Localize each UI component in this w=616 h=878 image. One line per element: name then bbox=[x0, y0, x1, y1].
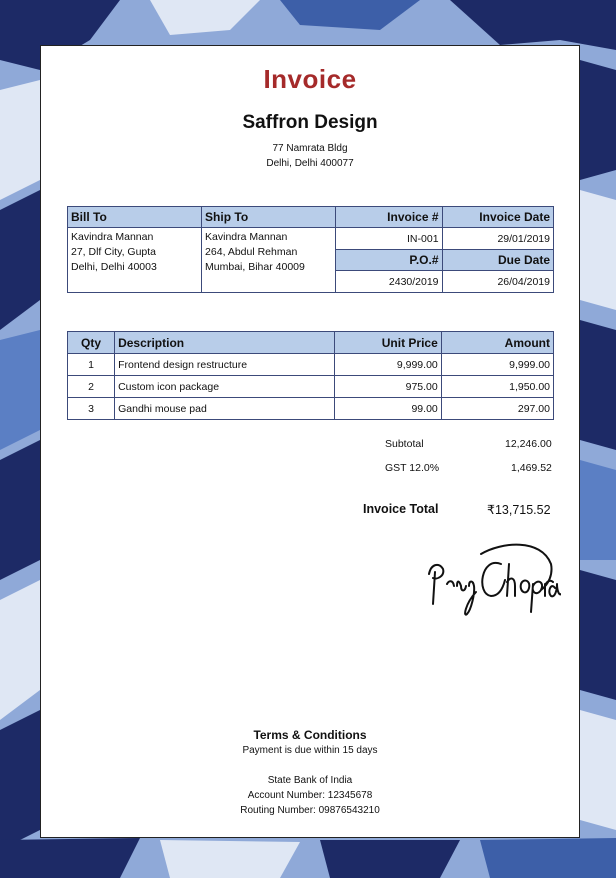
subtotal-value: 12,246.00 bbox=[505, 438, 552, 450]
item-description: Custom icon package bbox=[115, 376, 334, 398]
terms-line: Payment is due within 15 days bbox=[242, 745, 378, 756]
bill-to-line: Delhi, Delhi 40003 bbox=[71, 261, 157, 273]
ship-to-line: Mumbai, Bihar 40009 bbox=[205, 261, 305, 273]
bill-to-line: 27, Dlf City, Gupta bbox=[71, 246, 157, 258]
invoice-no-value: IN-001 bbox=[336, 228, 442, 250]
ship-to-line: 264, Abdul Rehman bbox=[205, 246, 298, 258]
item-unit-price: 975.00 bbox=[334, 376, 441, 398]
item-qty: 1 bbox=[68, 354, 115, 376]
subtotal-label: Subtotal bbox=[385, 438, 424, 450]
item-qty: 2 bbox=[68, 376, 115, 398]
due-date-header: Due Date bbox=[442, 250, 553, 271]
item-qty: 3 bbox=[68, 398, 115, 420]
invoice-date-value: 29/01/2019 bbox=[442, 228, 553, 250]
company-address-line1: 77 Namrata Bldg bbox=[272, 143, 348, 154]
item-description: Gandhi mouse pad bbox=[115, 398, 334, 420]
invoice-page bbox=[40, 45, 580, 838]
gst-value: 1,469.52 bbox=[511, 462, 552, 474]
routing-number: Routing Number: 09876543210 bbox=[240, 805, 380, 816]
unit-price-header: Unit Price bbox=[334, 332, 441, 354]
item-unit-price: 99.00 bbox=[334, 398, 441, 420]
ship-to-header: Ship To bbox=[202, 207, 336, 228]
company-name: Saffron Design bbox=[242, 112, 378, 133]
item-description: Frontend design restructure bbox=[115, 354, 334, 376]
invoice-title: Invoice bbox=[263, 64, 357, 94]
terms-heading: Terms & Conditions bbox=[253, 728, 367, 742]
signature-image bbox=[421, 534, 561, 624]
po-value: 2430/2019 bbox=[336, 271, 442, 293]
invoice-date-header: Invoice Date bbox=[442, 207, 553, 228]
company-address-line2: Delhi, Delhi 400077 bbox=[266, 158, 354, 169]
gst-label: GST 12.0% bbox=[385, 462, 440, 474]
table-row bbox=[68, 398, 554, 420]
table-row bbox=[68, 354, 554, 376]
account-number: Account Number: 12345678 bbox=[247, 790, 373, 801]
item-amount: 297.00 bbox=[441, 398, 553, 420]
item-amount: 9,999.00 bbox=[441, 354, 553, 376]
invoice-no-header: Invoice # bbox=[336, 207, 442, 228]
po-header: P.O.# bbox=[336, 250, 442, 271]
bill-to-header: Bill To bbox=[68, 207, 202, 228]
ship-to-line: Kavindra Mannan bbox=[205, 231, 288, 243]
amount-header: Amount bbox=[441, 332, 553, 354]
invoice-total-label: Invoice Total bbox=[363, 502, 439, 516]
invoice-total-value: ₹13,715.52 bbox=[487, 503, 551, 517]
description-header: Description bbox=[115, 332, 334, 354]
bank-name: State Bank of India bbox=[267, 775, 353, 786]
bill-to-cell bbox=[68, 228, 202, 293]
item-unit-price: 9,999.00 bbox=[334, 354, 441, 376]
bill-to-line: Kavindra Mannan bbox=[71, 231, 154, 243]
billing-table bbox=[67, 206, 554, 293]
qty-header: Qty bbox=[68, 332, 115, 354]
due-date-value: 26/04/2019 bbox=[442, 271, 553, 293]
ship-to-cell bbox=[202, 228, 336, 293]
table-row bbox=[68, 376, 554, 398]
items-table bbox=[67, 331, 554, 420]
item-amount: 1,950.00 bbox=[441, 376, 553, 398]
